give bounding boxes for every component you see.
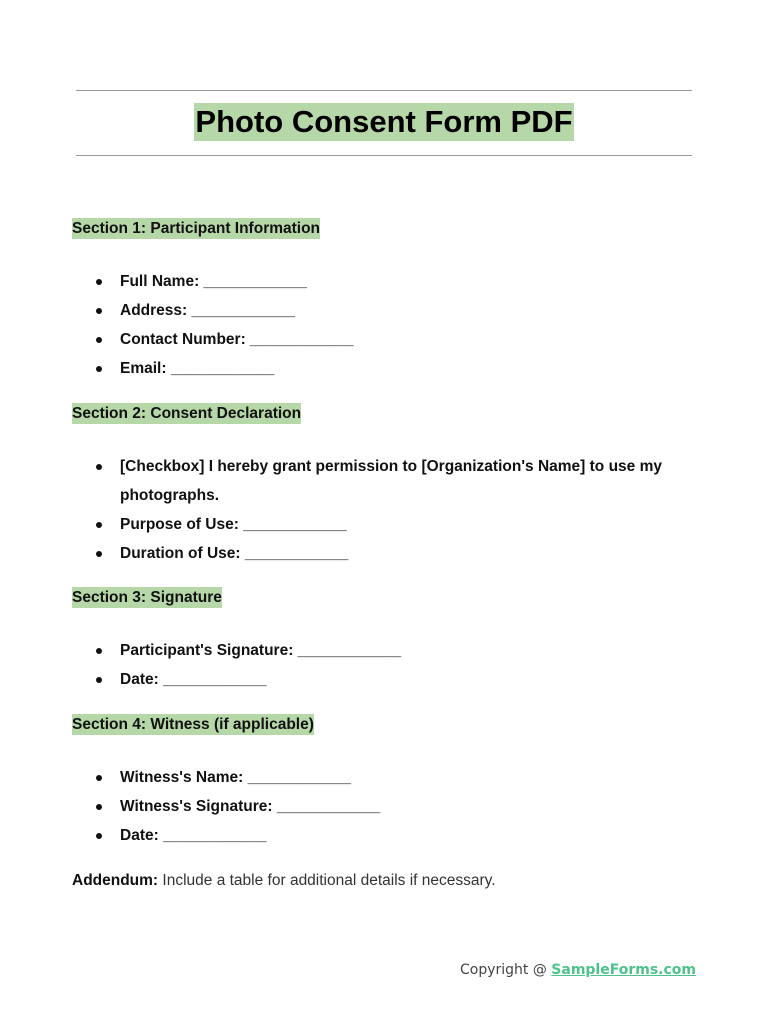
bullet-icon	[96, 648, 102, 654]
title-bottom-rule	[76, 155, 692, 156]
section-heading: Section 3: Signature	[72, 589, 222, 606]
list-item	[72, 452, 712, 510]
list-item	[72, 296, 712, 325]
section-consent-declaration	[72, 403, 712, 568]
addendum-note	[72, 870, 496, 891]
list-item	[72, 763, 712, 792]
footer-copyright	[460, 960, 696, 980]
field-contact-number: Contact Number: ____________	[120, 331, 354, 348]
section-heading: Section 4: Witness (if applicable)	[72, 716, 314, 733]
field-date: Date: ____________	[120, 671, 267, 688]
section-signature	[72, 587, 712, 694]
section-heading: Section 1: Participant Information	[72, 220, 321, 237]
list-item	[72, 636, 712, 665]
field-duration-of-use: Duration of Use: ____________	[120, 545, 349, 562]
field-full-name: Full Name: ____________	[120, 273, 307, 290]
bullet-icon	[96, 279, 102, 285]
bullet-icon	[96, 551, 102, 557]
field-purpose-of-use: Purpose of Use: ____________	[120, 516, 347, 533]
list-item	[72, 510, 712, 539]
consent-checkbox-statement: [Checkbox] I hereby grant permission to [Organization's Name] to use my photographs.	[120, 458, 662, 504]
section-participant-information	[72, 218, 712, 383]
field-address: Address: ____________	[120, 302, 295, 319]
list-item	[72, 325, 712, 354]
field-list	[72, 763, 712, 850]
field-list	[72, 636, 712, 694]
field-email: Email: ____________	[120, 360, 275, 377]
field-witness-signature: Witness's Signature: ____________	[120, 798, 381, 815]
title-container	[0, 103, 768, 141]
section-heading: Section 2: Consent Declaration	[72, 405, 302, 422]
copyright-text: Copyright @	[459, 962, 552, 978]
list-item	[72, 267, 712, 296]
list-item	[72, 821, 712, 850]
bullet-icon	[96, 833, 102, 839]
addendum-label: Addendum:	[72, 872, 159, 889]
field-list	[72, 267, 712, 383]
bullet-icon	[96, 308, 102, 314]
bullet-icon	[96, 804, 102, 810]
list-item	[72, 539, 712, 568]
title-top-rule	[76, 90, 692, 91]
bullet-icon	[96, 677, 102, 683]
brand-link[interactable]: SampleForms.com	[551, 962, 696, 978]
section-witness	[72, 714, 712, 850]
bullet-icon	[96, 522, 102, 528]
addendum-text: Include a table for additional details if necessary.	[158, 872, 496, 889]
page-title: Photo Consent Form PDF	[195, 104, 573, 139]
field-witness-name: Witness's Name: ____________	[120, 769, 352, 786]
list-item	[72, 665, 712, 694]
bullet-icon	[96, 775, 102, 781]
field-participant-signature: Participant's Signature: ____________	[120, 642, 402, 659]
bullet-icon	[96, 366, 102, 372]
list-item	[72, 792, 712, 821]
field-witness-date: Date: ____________	[120, 827, 267, 844]
bullet-icon	[96, 337, 102, 343]
bullet-icon	[96, 464, 102, 470]
field-list	[72, 452, 712, 568]
list-item	[72, 354, 712, 383]
